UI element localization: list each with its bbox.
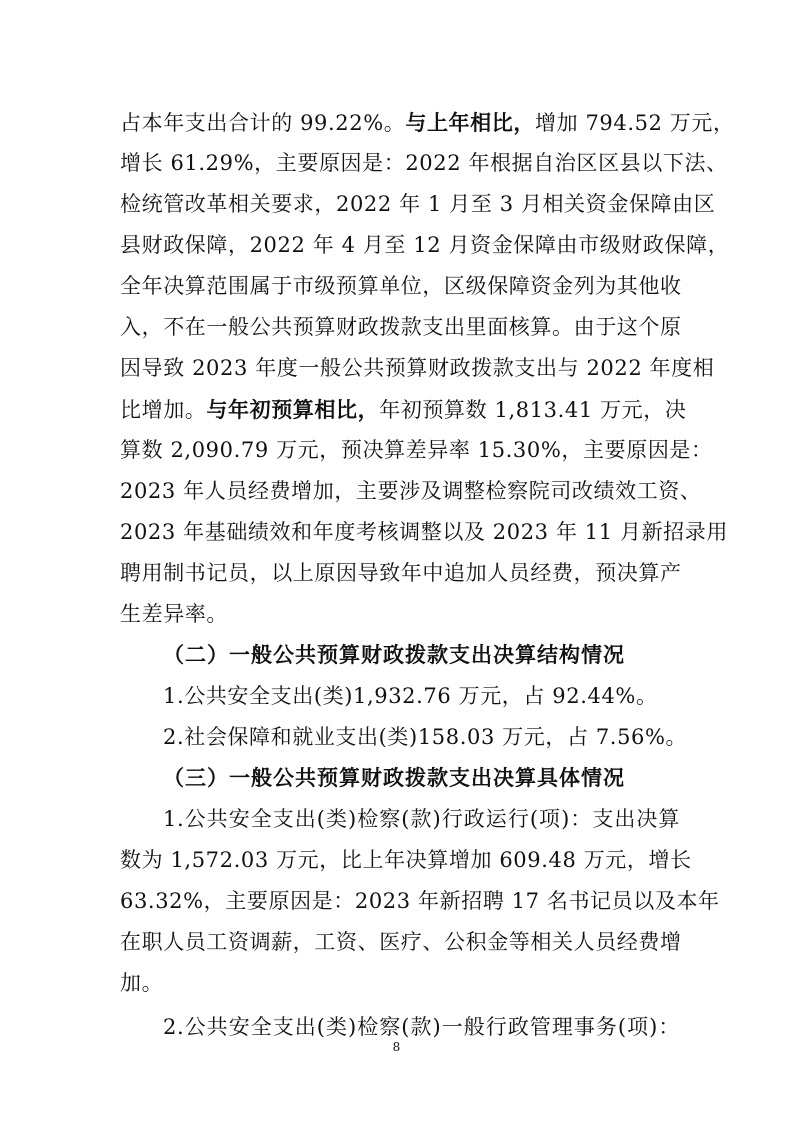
bold-phrase: 与上年相比， [405,110,535,135]
paragraph-line: 因导致 2023 年度一般公共预算财政拨款支出与 2022 年度相 [120,356,715,380]
paragraph-line [120,389,687,431]
bold-phrase: 与年初预算相比， [206,397,380,422]
list-item: 2.社会保障和就业支出(类)158.03 万元，占 7.56%。 [163,725,688,749]
paragraph-line: 2023 年基础绩效和年度考核调整以及 2023 年 11 月新招录用 [120,520,728,544]
paragraph-line: 聘用制书记员，以上原因导致年中追加人员经费，预决算产 [120,561,682,585]
text-span: 占本年支出合计的 99.22%。 [120,111,406,135]
paragraph-line: 1.公共安全支出(类)检察(款)行政运行(项)：支出决算 [163,807,680,831]
paragraph-line: 数为 1,572.03 万元，比上年决算增加 609.48 万元，增长 [120,848,692,872]
paragraph-line: 检统管改革相关要求，2022 年 1 月至 3 月相关资金保障由区 [120,192,716,216]
text-span: 增加 794.52 万元， [534,111,735,135]
paragraph-line: 生差异率。 [120,602,228,626]
paragraph-line: 入，不在一般公共预算财政拨款支出里面核算。由于这个原 [120,315,682,339]
paragraph-line: 2023 年人员经费增加，主要涉及调整检察院司改绩效工资、 [120,479,702,503]
paragraph-line: 在职人员工资调薪，工资、医疗、公积金等相关人员经费增 [120,930,682,954]
text-span: 年初预算数 1,813.41 万元，决 [379,398,687,422]
paragraph-line: 算数 2,090.79 万元，预决算差异率 15.30%，主要原因是： [120,438,713,462]
paragraph-line: 全年决算范围属于市级预算单位，区级保障资金列为其他收 [120,274,682,298]
page-number: 8 [392,1040,401,1054]
section-heading: （二）一般公共预算财政拨款支出决算结构情况 [163,643,625,667]
paragraph-line: 63.32%，主要原因是：2023 年新招聘 17 名书记员以及本年 [120,889,720,913]
section-heading: （三）一般公共预算财政拨款支出决算具体情况 [163,766,625,790]
paragraph-line: 县财政保障，2022 年 4 月至 12 月资金保障由市级财政保障， [120,233,730,257]
text-span: 比增加。 [120,398,207,422]
paragraph-line: 增长 61.29%，主要原因是：2022 年根据自治区区县以下法、 [120,151,728,175]
paragraph-line [120,102,735,144]
paragraph-line: 加。 [120,971,164,995]
paragraph-line: 2.公共安全支出(类)检察(款)一般行政管理事务(项)： [163,1015,680,1039]
list-item: 1.公共安全支出(类)1,932.76 万元，占 92.44%。 [163,684,658,708]
